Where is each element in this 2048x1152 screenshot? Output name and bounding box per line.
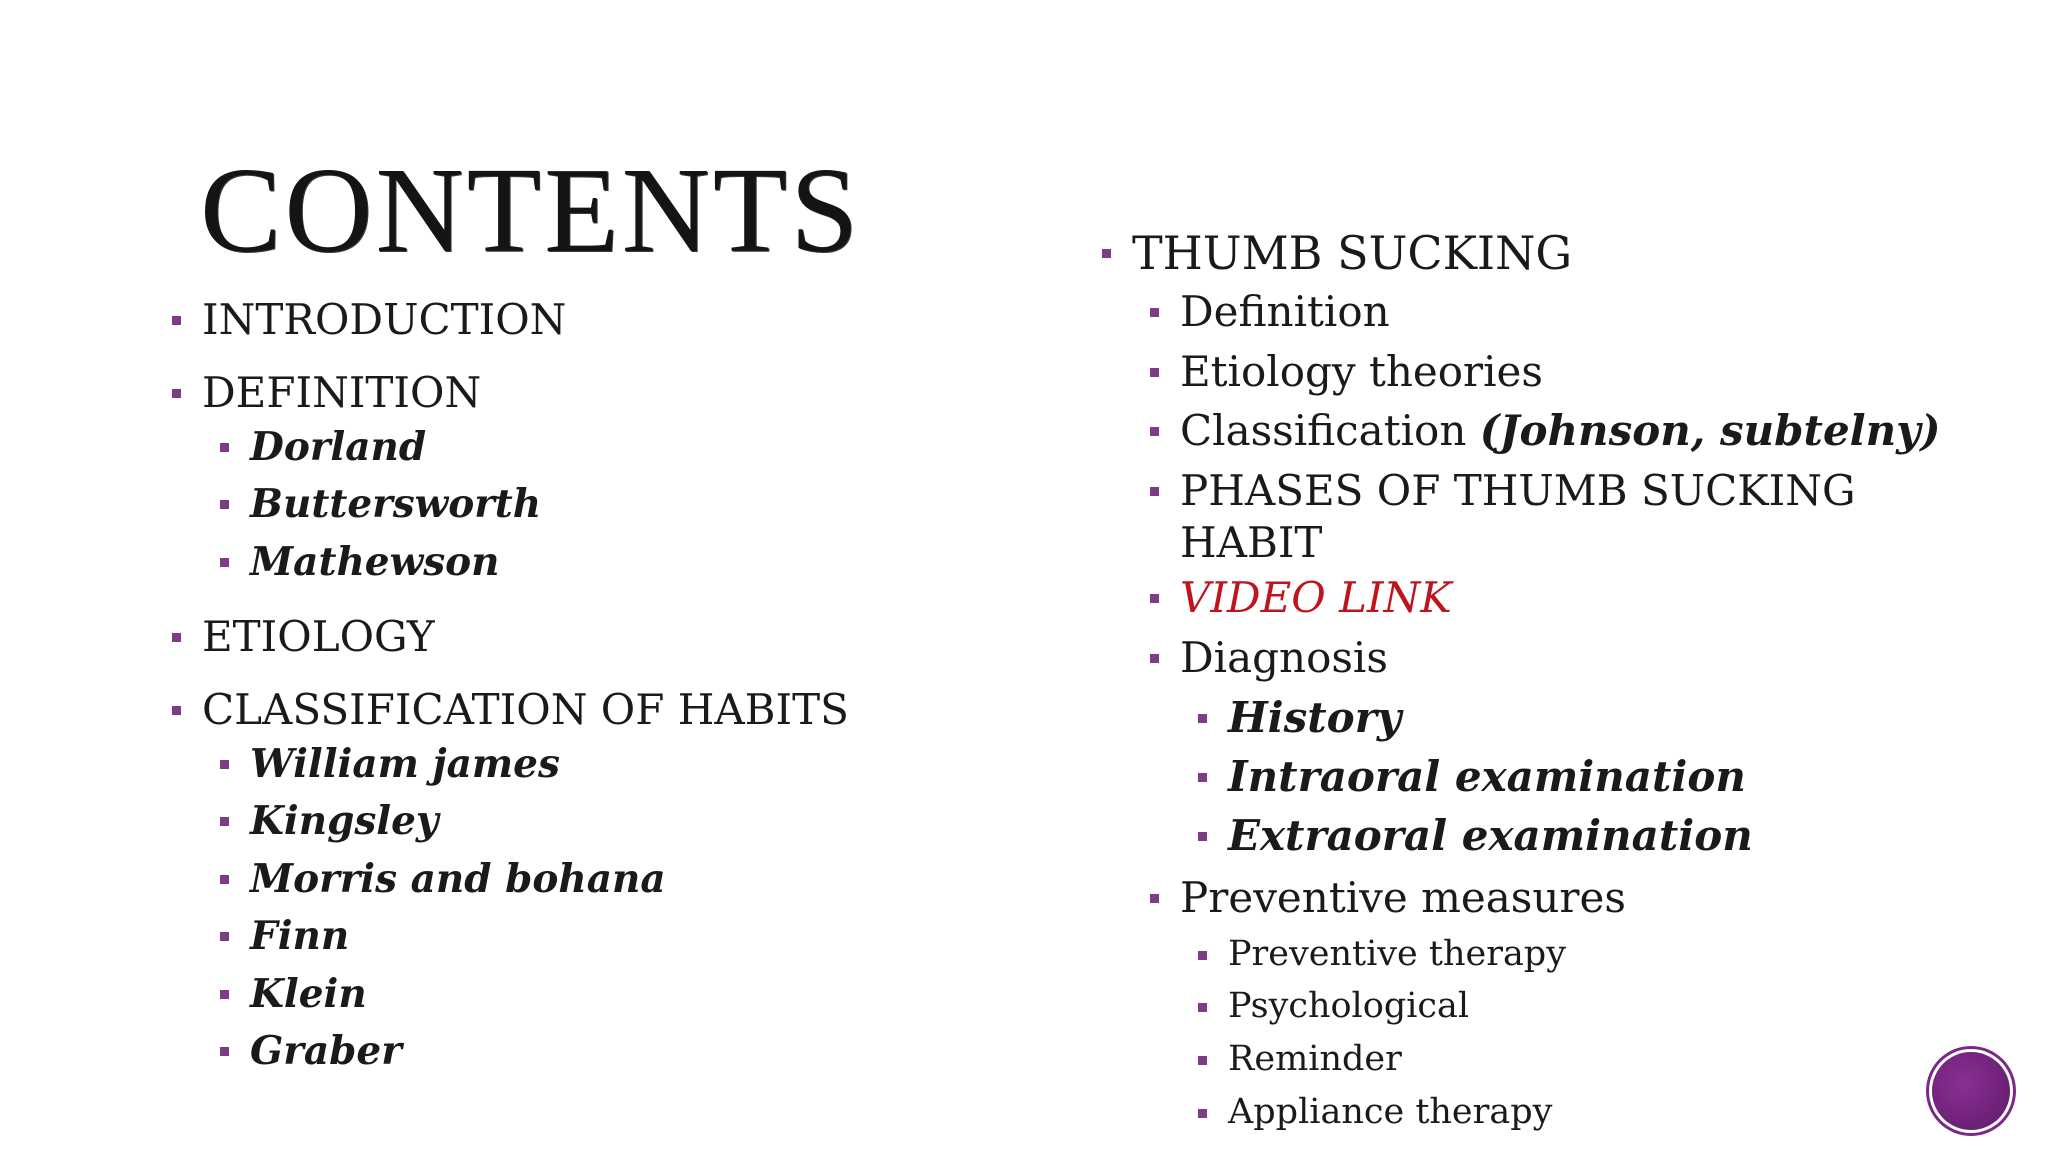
- bullet-icon: [1150, 894, 1159, 903]
- slide: CONTENTS INTRODUCTION DEFINITION Dorland Buttersworth Mathewson ETIOLOGY CLASSIFICATION OF HABITS William james Kingsley Morris and bohana Finn Klein Graber THUMB SUCKING Definition Etiology theories Classification (Johnson, subtelny) PHASES OF THUMB SUCKING HABIT VIDEO LINK Diagnosis History Intraoral examination Extraoral examination Preventive measures Preventive therapy Psychological Reminder Appliance therapy: [0, 0, 2048, 1152]
- bullet-icon: [1150, 368, 1159, 377]
- bullet-icon: [172, 316, 181, 325]
- bullet-icon: [1198, 714, 1207, 723]
- bullet-icon: [1150, 308, 1159, 317]
- bullet-icon: [220, 875, 229, 884]
- bullet-icon: [1198, 1109, 1207, 1118]
- bullet-icon: [220, 500, 229, 509]
- bullet-icon: [1198, 773, 1207, 782]
- bullet-icon: [220, 990, 229, 999]
- slide-title: CONTENTS: [200, 143, 862, 278]
- bullet-icon: [1198, 951, 1207, 960]
- bullet-icon: [1198, 1056, 1207, 1065]
- bullet-icon: [172, 706, 181, 715]
- bullet-icon: [220, 760, 229, 769]
- bullet-icon: [220, 558, 229, 567]
- bullet-icon: [1150, 427, 1159, 436]
- bullet-icon: [1150, 654, 1159, 663]
- bullet-icon: [1150, 594, 1159, 603]
- slide-badge-icon[interactable]: [1932, 1052, 2010, 1130]
- bullet-icon: [1198, 832, 1207, 841]
- bullet-icon: [220, 932, 229, 941]
- bullet-icon: [220, 443, 229, 452]
- bullet-icon: [220, 817, 229, 826]
- bullet-icon: [1198, 1003, 1207, 1012]
- bullet-icon: [1150, 487, 1159, 496]
- bullet-icon: [220, 1047, 229, 1056]
- bullet-icon: [172, 633, 181, 642]
- bullet-icon: [1102, 249, 1111, 258]
- bullet-icon: [172, 389, 181, 398]
